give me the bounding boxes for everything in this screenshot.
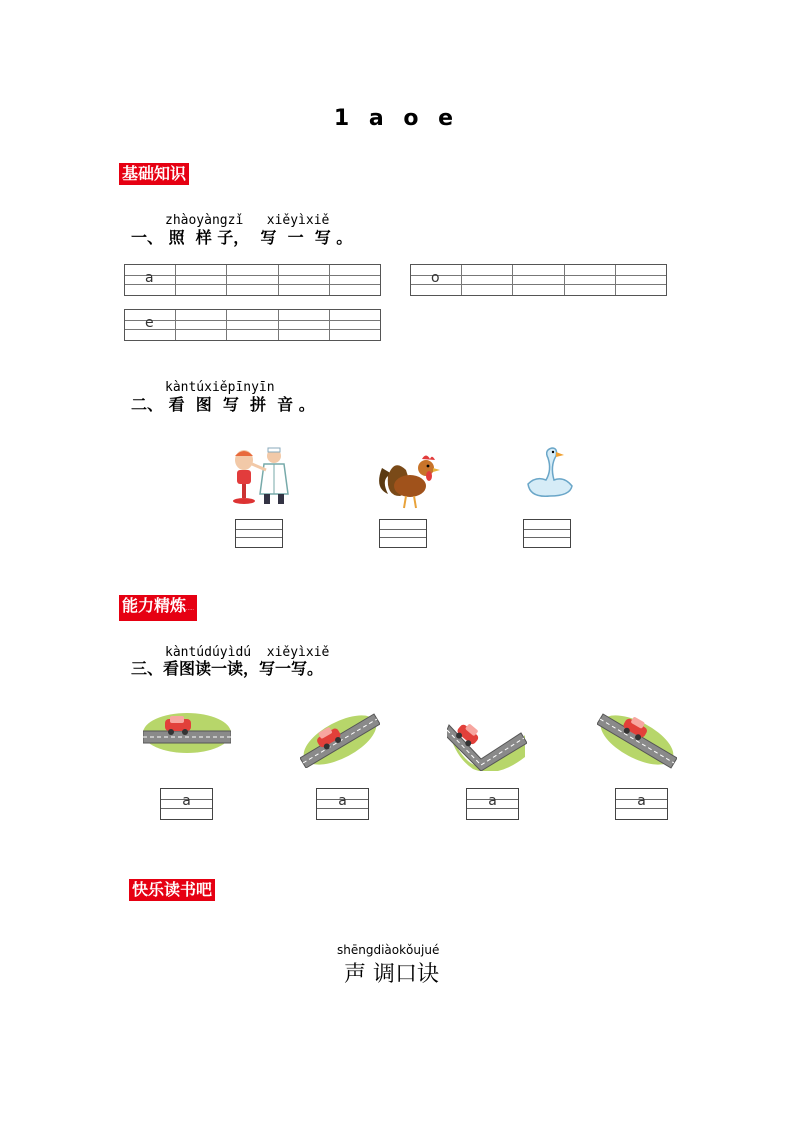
- answer-grid-doctor[interactable]: [235, 519, 283, 548]
- poem-title: 声 调口诀: [344, 962, 439, 987]
- car-falling-road-icon: [597, 710, 677, 770]
- section-tag-basic-label: 基础知识: [122, 164, 187, 183]
- page-title: 1 a o e: [333, 106, 460, 131]
- answer-grid-goose[interactable]: [523, 519, 571, 548]
- grid-cell[interactable]: [279, 265, 330, 295]
- tone-answer-1: a: [182, 793, 191, 809]
- goose-icon: [524, 446, 576, 500]
- car-dip-road-icon: [447, 713, 527, 771]
- q2-pinyin: kàntúxiěpīnyīn: [165, 380, 275, 395]
- grid-letter: e: [145, 315, 154, 331]
- grid-cell[interactable]: [227, 265, 278, 295]
- grid-letter: o: [431, 270, 440, 286]
- grid-cell[interactable]: [125, 265, 176, 295]
- tag-decoration: ·····: [186, 607, 194, 613]
- grid-cell[interactable]: [330, 265, 380, 295]
- section-tag-basic: [119, 163, 189, 185]
- q2-text: 二、 看 图 写 拼 音 。: [131, 395, 315, 414]
- grid-letter: a: [145, 270, 154, 286]
- car-flat-road-icon: [143, 711, 231, 755]
- grid-cell[interactable]: [279, 310, 330, 340]
- doctor-patient-icon: [228, 446, 298, 508]
- tone-grid-2[interactable]: [316, 788, 369, 820]
- writing-grid-a[interactable]: [124, 264, 381, 296]
- section-tag-ability-label: 能力精炼: [122, 596, 187, 615]
- grid-cell[interactable]: [330, 310, 380, 340]
- writing-grid-o[interactable]: [410, 264, 667, 296]
- tone-answer-4: a: [637, 793, 646, 809]
- q1-pinyin: zhàoyàngzǐ xiěyìxiě: [165, 213, 330, 228]
- grid-cell[interactable]: [565, 265, 616, 295]
- tone-answer-2: a: [338, 793, 347, 809]
- section-tag-reading: [129, 879, 215, 901]
- q1-text: 一、 照 样 子， 写 一 写 。: [131, 228, 353, 247]
- grid-cell[interactable]: [176, 310, 227, 340]
- grid-cell[interactable]: [513, 265, 564, 295]
- grid-cell[interactable]: [125, 310, 176, 340]
- writing-grid-e[interactable]: [124, 309, 381, 341]
- answer-grid-rooster[interactable]: [379, 519, 427, 548]
- car-rising-road-icon: [300, 708, 380, 768]
- tone-grid-3[interactable]: [466, 788, 519, 820]
- grid-cell[interactable]: [616, 265, 666, 295]
- grid-cell[interactable]: [462, 265, 513, 295]
- tone-answer-3: a: [488, 793, 497, 809]
- q3-text: 三、看图读一读，写一写。: [131, 659, 324, 678]
- section-tag-ability: [119, 595, 197, 621]
- rooster-icon: [374, 448, 440, 510]
- grid-cell[interactable]: [176, 265, 227, 295]
- q3-pinyin: kàntúdúyìdú xiěyìxiě: [165, 645, 330, 660]
- section-tag-reading-label: 快乐读书吧: [132, 880, 213, 899]
- tone-grid-4[interactable]: [615, 788, 668, 820]
- grid-cell[interactable]: [227, 310, 278, 340]
- poem-pinyin: shēngdiàokǒujué: [337, 943, 440, 957]
- tone-grid-1[interactable]: [160, 788, 213, 820]
- grid-cell[interactable]: [411, 265, 462, 295]
